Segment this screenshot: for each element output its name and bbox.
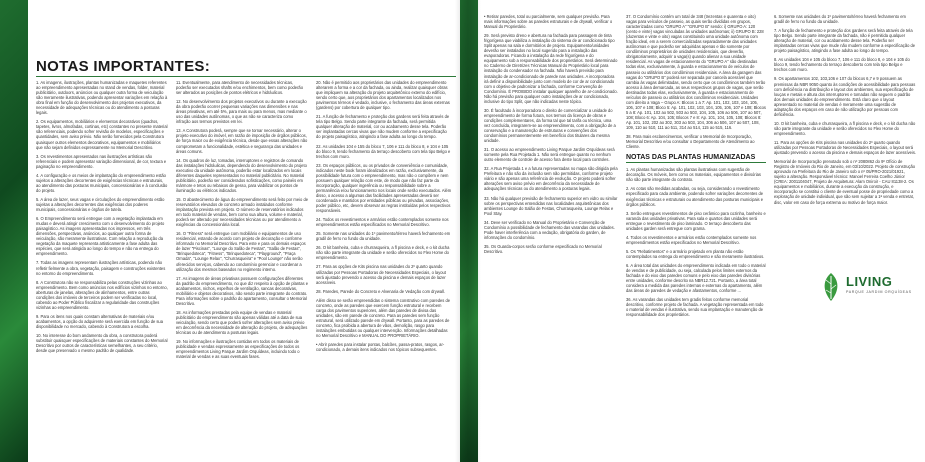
note-paragraph: 19. No informações e ilustrações contidas em todos os materiais de publicidade e vendas expressamente as especificações de todos os empreendimentos Living Parque Jardim Orquídeas, incluindo todo o material de vendas e as suas eventuais fases. bbox=[176, 339, 300, 360]
note-paragraph: 34. Deve ser verificado no Manual do Proprietário e Convenção de Condomínio a possibilidade de fechamento das varandas das unidades. Pode haver interferência com a vedação, obrigatória do garden, de informações do condomínio. bbox=[484, 219, 615, 240]
note-paragraph: 7. Todas as imagens representam ilustrações artísticas, podendo não refletir fielmente a obra, vegetação, paisagem e construções existentes no entorno do empreendimento. bbox=[36, 260, 166, 276]
logo-word: LIVING bbox=[846, 274, 893, 289]
right-column-3 bbox=[774, 14, 916, 209]
note-paragraph: 18. As informações prestadas pela equipe de vendas e material publicitário do empreendimento são apenas válidas até a data de sua veiculação, sendo certo que poderá sofrer alterações sem aviso prévio em decorrência da necessidade de alteração do projeto, de adequações técnicas ou de atendimento a posturas legais. bbox=[176, 309, 308, 336]
section-heading-plantas: NOTAS DAS PLANTAS HUMANIZADAS bbox=[626, 154, 756, 162]
note-paragraph: 13. A Construtora poderá, sempre que se tornar necessário, alterar o projeto executivo do imóvel, em razão de imposição de órgãos públicos, de força maior ou de exigência técnica, desde que essas alterações não comprometam a funcionalidade, estética e segurança das unidades e áreas comuns. bbox=[176, 128, 308, 154]
note-paragraph: 10. O kit banheira, cuba e churrasqueira, a fl piscina e deck, e o kit ducha não são parte integrante da unidade e serão oferecidos no Flex Home do empreendimento. bbox=[774, 120, 916, 136]
note-paragraph: 30. É facultado à incorporadora o direito de comercializar a unidade do empreendimento de forma futura, nos termos da licença de obras e condições complementares, da forma tal que tal tarifa ou técnica, uma vez concluída, integrarem-se ao empreendimento, com a obrigação de a conservação e a manutenção de estruturas e convenções dos condomínios permanentemente em benefício dos titulares da mesma unidade. bbox=[484, 107, 616, 144]
right-page bbox=[478, 0, 925, 462]
note-paragraph: 38. Para mais esclarecimentos, verificar o Memorial de Incorporação, Memorial Descritivo e/ou consultar o Departamento de Atendimento ao Cliente. bbox=[626, 134, 755, 150]
note-paragraph: • Abrir paredes para instalar pontas, balcões, passa-pratos, rasgos, ar-condicionado, a demais itens indicados nos tópicos subsequentes. bbox=[316, 342, 445, 353]
note-paragraph: 2. Os equipamentos, mobiliários e elementos decorativos (quadros, tapetes, livros, almofadas, cortinas, etc) constantes no presente material são referenciais, podendo sofrer revisão de modelos, especificações e quantidades, sem aviso prévio. Não serão fornecidos pela Construtora quaisquer outros elementos decorativos, equipamentos e mobiliários que não sejam definidos expressamente no Memorial Descritivo. bbox=[36, 119, 168, 150]
note-paragraph: • Retirar paredes, total ou parcialmente, sem qualquer previsão. Para mais informações sobre as paredes estruturais e de drywall, verificar o Manual do Proprietário. bbox=[484, 14, 613, 30]
left-column-3 bbox=[316, 80, 452, 356]
right-column-2 bbox=[626, 14, 766, 321]
note-paragraph: 31. O acesso ao empreendimento Living Parque Jardim Orquídeas será somente pela Rua Projetada 1. Não será entregue quanto no nenhum outro elemento de controle de acesso fora deste local para controles. bbox=[484, 147, 615, 163]
note-paragraph: 25. Somente nas unidades do 1º pavimento/térreo haverá fechamento em gradil de ferro no fundo da unidade. bbox=[316, 231, 451, 242]
note-paragraph: 36. As varandas das unidades tem gradis feitos conforme memorial descritivo, conforme projeto de fachada. A vegetação representada em todo o material de vendas é ilustrativa, sendo sua implantação e manutenção de responsabilidade dos proprietários. bbox=[626, 297, 764, 318]
note-paragraph: 20. Não é permitido aos proprietários das unidades do empreendimento alterarem a forma e a cor da fachada, ou ainda, realizar quaisquer obras que impliquem na alteração do projeto arquitetônico externo do edifício, sendo certo que, aos proprietários dos apartamentos localizados nos pavimentos térreos é vedado, inclusive, o fechamento das áreas externas (gardens) por cobertura de qualquer tipo. bbox=[316, 80, 450, 111]
leaf-background-left bbox=[0, 0, 28, 462]
note-paragraph: 23. Os espaços públicos, ou os privados de conveniência e comunidade, indicados neste book foram idealizados em razão, exclusivamente, da possibilidade futura com o empreendimento, mas não o compõem e nem possuem qualquer relação com este, de modo que não faz parte da incorporação, qualquer ingerência ou responsabilidade sobre a permanência e/ou funcionamento nos locais onde serão executados. Além disso, o acesso a algumas das facilidades apresentadas deverá ser coordenada e mantidos por entidades públicas ou privadas, associações, poder público, etc, devem observar as regras instituídas pelos respectivos responsáveis. bbox=[316, 162, 452, 214]
leaf-logo-icon bbox=[820, 272, 842, 302]
note-paragraph: 27. Para as opções de Kits piscina nas unidades do 2º quarto quando utilizadas por Pessoas Portadoras de Necessidades Especiais, o layout será ajustado prevendo o acesso da piscina e demais espaços de lazer acessíveis. bbox=[316, 264, 446, 285]
note-paragraph: 6. O Empreendimento será entregue com a vegetação implantada em mudas e deverá atingir crescimento com o desenvolvimento do projeto paisagístico. As imagens apresentadas nos impressos, em três dimensões, perspectivas, anúncios, ao qualquer outra forma de veiculação, são meramente ilustrativas. Com relação a reprodução da vegetação da maquete representa artisticamente a fase adulta das espécies, que será atingida ao longo do tempo e não na entrega do empreendimento. bbox=[36, 216, 165, 257]
logo-subtitle: PARQUE JARDIM ORQUÍDEAS bbox=[846, 290, 912, 294]
note-paragraph: 24. Todos os revestimentos e armários estão contemplados somente nos empreendimentos estão especificados no Memorial Descritivo. bbox=[316, 217, 449, 228]
note-paragraph: 2. As cotas são medidas acabadas, ou seja, considerando o revestimento especificado para cada ambiente, podendo sofrer variações decorrentes de exigências técnicas e estruturais ou atendimento das posturas municipais e órgãos públicos. bbox=[626, 186, 763, 207]
note-paragraph: 12. No desenvolvimento dos projetos executivos ou durante a execução da obra poderão ocorrer pequenas variações nas dimensões e nas áreas privativas, em até 5%, para mais ou para menos, mas mediante o uso das unidades autônomas, o que as não se caracteriza como infração aos termos previstos em lei. bbox=[176, 99, 307, 125]
right-column-1 bbox=[484, 14, 618, 258]
note-paragraph: 3. Serão entregues revestimentos de piso cerâmico para cozinha, banheiro e varanda das unidades privativas. Para sala e quartos das unidades será entregue o revestimento de piso laminado. O terraço descoberto das unidades garden será entregue com grama. bbox=[626, 210, 766, 231]
note-paragraph: Memorial de Incorporação prenotado sob o nº 2080862 do 9º Ofício de Registro de Imóveis do Rio de Janeiro, em 03/10/2022. Projeto de construção aprovado na Prefeitura do Rio de Janeiro sob o nº 05/PRO-2021/01921, sujeito a alteração. Responsável técnico: Manoel Ferreira Coelho Júnior (CREA: 2001104047, Projeto de Arquitetura: Alam Oniroir - CAU 81138-2. Os equipamentos e mobiliários, durante a execução da construção, e incorporação se constitui o cliente de eventual posse de propriedade como a exploração de unidade individual, que são sem sujeitar a 1ª venda e entretat, disc, valor em caso de força extrema ou motivo de força maior. bbox=[774, 159, 916, 205]
left-column-1 bbox=[36, 80, 168, 357]
note-paragraph: 28. Paredes, Parede do Concreto e Alvenaria de Vedação com drywall. bbox=[316, 288, 446, 294]
note-paragraph: 16. O "Fitness" será entregue com mobiliário e equipamentos de uso residencial, estando de acordo com projeto de decoração e conforme informado no Memorial Descritivo. Para este e para os demais espaços de lazer "Piscinas", "Lounge do Salão de Festas", "Salão de Festas", "Brinquedoteca", "Fitness", "Brinquedoteca", "Playground", "Praça Ornada", "Lounge Relax", "Churrasqueira" e "Pool Lounge" não serão oferecidos serviços, cabendo ao condomínio gerenciar e coordenar a utilização dos mesmos baseados no regimento interno. bbox=[176, 231, 306, 272]
section-rule bbox=[626, 162, 766, 163]
note-paragraph: 5. Os "Rebatimentos" e o armário projetado em planta não estão contemplados na entrega do empreendimento e são meramente ilustrativos. bbox=[626, 248, 765, 259]
note-paragraph: 9. Para os itens nos quais constam alternativas de materiais e/ou acabamentos, a opção do adquirente será exercida em função de sua disponibilidade no mercado, cabendo à Construtora a escolha. bbox=[36, 313, 163, 329]
living-logo bbox=[820, 270, 920, 310]
note-paragraph: 11. Para as opções de Kits piscina nas unidades do 2º quarto quando utilizadas por Pessoas Portadoras de Necessidades Especiais, o layout será ajustado prevendo o acesso da piscina e demais espaços de lazer acessíveis. bbox=[774, 139, 916, 156]
note-paragraph: 1. As imagens, ilustrações, plantas humanizadas e maquetes referentes ao empreendimento apresentadas no stand de vendas, folder, material publicitário, outdoors, anúncios ou qualquer outra forma de veiculação são meramente ilustrativas, podendo apresentar variações em relação à obra final em função do desenvolvimento dos projetos executivos, da necessidade de adequações técnicas ou do atendimento a posturas legais. bbox=[36, 80, 168, 116]
note-paragraph: 9. Os apartamentos 102, 103,106 e 107 do blocos 6,7 e 9 possuem as premissas da NBR 9050 quanto às condições de acessibilidade para pessoas com deficiência na distribuição e layout dos ambientes, sua especificação de louças e metais e altura dos interruptores e tomadas não seguem o padrão dos demais unidades do empreendimento. Está claro que o layout apresentado no material de vendas é meramente uma sugestão de adaptação dos espaços em caso de não utilização por pessoas com deficiência. bbox=[774, 76, 916, 117]
left-column-2 bbox=[176, 80, 308, 363]
note-paragraph: 35. Os Guarda-corpos serão conforme especificado no Memorial Descritivo. bbox=[484, 243, 602, 254]
note-paragraph: 5. A área de lazer, seus vagas e circulações do empreendimento estão sujeitas a alterações decorrentes das exigências dos poderes municipais, concessionárias e órgãos de tutela. bbox=[36, 196, 165, 213]
note-paragraph: 37. O Condomínio contém um total de 348 (trezentas e quarenta e oito) vagas para veículos de passeio, as quais serão divididas em grupos, caracterizadas como "GRUPO A" "GRUPO B" sendo: i) GRUPO A: 120 (cento e vinte) vagas vinculadas às unidades autônomas; ii) GRUPO B: 228 (duzentas e vinte e oito) vagas constituindo uma unidade autônoma com fração ideal, em a serem comercializadas separadamente das unidades autônomas e que poderão ser adquiridas apenas e tão somente por condôminos proprietários de unidades residenciais, que deverão, obrigatoriamente, adquirir a vaga(s) quando alienar a sua unidade residencial. As vagas de estacionamento do "GRUPO A" são destinadas todas elas, exclusivamente, à guarda e estacionamento de veículos de passeio ou utilitários dos condôminos residenciais. A área da garagem das vagas do "GRUPO B" poderá ser separada por cancela acessível que cambia às vagas delimitadas, sendo certo que os condôminos também terão acesso à área demarcada, as seus respectivos grupos de vagas, que serão destinadas todas elas, exclusivamente, à guarda e estacionamento de veículos de passeio ou utilitários dos condôminos residenciais. Unidades com direito a Vaga – Grupo A: Blocos 1 a 7: Ap. 101, 102, 103, 104, 105, 106, 107 e 108; Bloco 5: Ap. 101, 102, 103, 104, 105, 106, 107 e 108; Blocos 5 a 8: Ap. 101, 102 ao 502, 503 ao 503, 104, 105, 106 ao 506, 107 ao 507, 108; Bloco 6: Ap. 104, 105; Blocos 7 e 8: Ap. 101, 104, 105, 108; Blocos 8: Ap. 101, 102, 202 ao 302, 303 ao 503, 104, 306 ao 506, 107 ao 507, 108, 109, 110 ao 510, 111 ao 511, 314 ao 514, 115 ao 515, 116. bbox=[626, 14, 766, 131]
note-paragraph: 11. Eventualmente, para atendimento de necessidades técnicas, poderão ser executados shafts e/ou enchimentos, bem como poderão ser alterados as posições de pontos elétricos e hidráulicos. bbox=[176, 80, 303, 96]
note-paragraph: 33. Não há qualquer previsão de fechamento superior em vidro ou similar sobre os perspectivas entendidas nas localidades arquitetônicas dos ambientes Lounge do Salão de Festas, Churrasqueira, Lounge Relax e Pool Stay. bbox=[484, 195, 618, 216]
note-paragraph: Além disso se serão empreendidas o sistema construtivo com paredes de concreto, onde as paredes que exercem função estrutural e recebem carga dos pavimentos superiores, além das paredes de divisa das unidades, são em parede de concreto. Para as paredes sem função estrutural, será utilizado parede em drywall. Portanto, para as paredes de concreto, fica proibida a abertura de vãos, demolição, rasgo para instalações embutidas ou qualquer intervenção. Informações detalhadas no Memorial Descritivo e MANUAL DO PROPRIETÁRIO. bbox=[316, 297, 451, 339]
note-paragraph: 3. Os revestimentos apresentados nas ilustrações artísticas são referenciais e podem apresentar variação dimensional, de cor, textura e paginação no empreendimento. bbox=[36, 153, 167, 169]
note-paragraph: 32. A Rua Projetada 1 e a futura representadas no mapa são dirigida pela Prefeitura e não são da inclusão sem não permitidas, conforme projeto viário e são apenas uma referência de evolução. O projeto poderá sofrer alterações sem aviso prévio em decorrência da necessidade de adequações técnicas ou do atendimento a posturas legais. bbox=[484, 166, 618, 192]
note-paragraph: 10. No interesse do bom andamento da obra, a construtora poderá substituir quaisquer especificações de materiais constantes do Memorial Descritivo por outros de características semelhantes, a seu critério, desde que preservado o mesmo padrão de qualidade. bbox=[36, 333, 168, 354]
note-paragraph: 4. A configuração e os meios de implantação do empreendimento estão sujeitos a alterações decorrentes de exigências técnicas e estruturais, ao atendimento das posturas municipais, concessionárias e à conclusão do projeto. bbox=[36, 172, 168, 193]
note-paragraph: 15. O abastecimento de água do empreendimento será feito por meio de reservatórios elevados de concreto armado instalados conforme implantação prevista em projeto. O número de reservatórios indicados em todo material de vendas, bem como sua altura, volume e material, poderá ser alterado por necessidades técnicas ou por atendimento a exigências da concessionária local. bbox=[176, 196, 308, 228]
note-paragraph: 17. As imagens de áreas privativas possuem configurações diferentes da padrão do empreendimento, no que diz respeito à opção de plantas e acabamentos, nichos, espelhos de ventilação, sancas decorativas, mobiliário e objetos decorativos, não sendo parte integrante do contrato. Para informações sobre o padrão do apartamento, consultar o Memorial Descritivo. bbox=[176, 275, 309, 306]
spine-shadow bbox=[455, 0, 481, 462]
note-paragraph: 6. Somente nas unidades do 1º pavimento/térreo haverá fechamento em gradil de ferro no fundo da unidade. bbox=[774, 14, 906, 25]
title-rule bbox=[36, 76, 456, 77]
note-paragraph: 22. As unidades 104 e 155 do bloco 7, 106 e 111 do bloco 8, e 104 e 105 do bloco 9, tendo fechamento da terraço descoberto com tela tipo Belgo e trechos com muro. bbox=[316, 143, 451, 159]
note-paragraph: 14. Os quadros de luz, tomadas, interruptores e registros de comando das instalações hidráulicas, dependendo do desenvolvimento do projeto executivo da unidade autônoma, poderão estar localizados em locais diferentes daqueles representados no material publicitário. No material publicitário, poderão ser considerados sofisticações, como painéis em mármore e tetos ou rebaixos de gesso, para viabilizar os pontos de iluminação ou elétricos indicados. bbox=[176, 157, 307, 193]
note-paragraph: 29. Será previsto dreno e abertura na fachada para passagem de tinta frigorígena que viabiliza a instalação do sistema de ar condicionado tipo Split apenas na sala e dormitórios de projeto. Equipamento/unidades deverão ser instalados no local sugerido para a instalação das evaporadoras. Ficando a instalação da rede frigorígena e do equipamento sob a responsabilidade dos proprietários. Será determinado no Caderno de Diretrizes Técnicas Manual do Proprietário local para instalação do condensador na fachada. Não haverá previsão para instalação de ar-condicionado de parede nas unidades. A incorporadora irá definir a disponibilidade junto com modelo de cor de ar condicionado com o objetivo de padronizar a fachada, conforme Convenção de Condomínio. É PROIBIDO instalar qualquer aparelho de ar-condicionado. Não há previsão para qualquer outro instalações de ar condicionado, inclusive do tipo Split, que não indicadas neste tópico. bbox=[484, 33, 618, 104]
note-paragraph: 8. A Construtora não se responsabiliza pelas construções vizinhas ao empreendimento. Bem como anúncios nos edifícios vizinhos no entorno, aberturas de janelas, alterações de alinhamentos, entre outras condições dos imóveis de terceiros podem ser verificadas no local, cabendo ao Poder Público fiscalizar a regularidade das construções vizinhas ao empreendimento. bbox=[36, 279, 168, 310]
note-paragraph: 4. Todos os revestimentos e armários estão contemplados somente nos empreendimentos estão especificados no Memorial Descritivo. bbox=[626, 234, 757, 245]
page-title: NOTAS IMPORTANTES: bbox=[36, 58, 211, 75]
note-paragraph: 26. O kit banheira, cuba e churrasqueira, a fl piscina e deck, e o kit ducha não são parte integrante da unidade e serão oferecidos no Flex Home do empreendimento. bbox=[316, 245, 450, 261]
note-paragraph: 8. As unidades 104 e 105 do bloco 7, 106 e 111 do bloco 8, e 104 e 105 do bloco 9, tendo fechamento do terraço descoberto com tela tipo Belgo e trechos com muro. bbox=[774, 57, 910, 73]
note-paragraph: 6. A área total das unidades do empreendimento indicada em todo o material de vendas e de publicidade, ou seja, calculada pelos limites externos da fachada e do eixo das paredes comuns e pelo eixo das paredes divisórias entre unidades, conforme descrito na NBR12.721. Portanto, a área total considera a medida das paredes internas e externas do apartamento, além das áreas de paredes de vedação e afastamentos, conforme ... bbox=[626, 262, 766, 294]
left-page bbox=[28, 0, 460, 462]
note-paragraph: 7. A função de fechamento e proteção dos gardens será feita através de tela tipo Belgo. Sendo parte integrante da fachada, não é permitida qualquer alteração de material, cor ou acabamento desse tela. Poderão ser implantadas cercas vivas que mude não mudem conforme a especificação de projeto paisagístico, atingindo a fase adulta ao longo do tempo. bbox=[774, 28, 916, 54]
note-paragraph: 21. A função de fechamento e proteção dos gardens será feita através de tela tipo Belgo. Sendo parte integrante da fachada, será permitida qualquer alteração de material, cor ou acabamento desse tela. Poderão ser implantadas cercas vivas que não mudem conforme a especificação do projeto paisagístico, atingindo a fase adulta ao longo do tempo. bbox=[316, 114, 450, 140]
note-paragraph: 1. As plantas humanizadas são plantas ilustrativas com sugestão de decoração. Os móveis, bem como os materiais, equipamentos e divisórias não são parte integrante do contrato. bbox=[626, 167, 761, 183]
